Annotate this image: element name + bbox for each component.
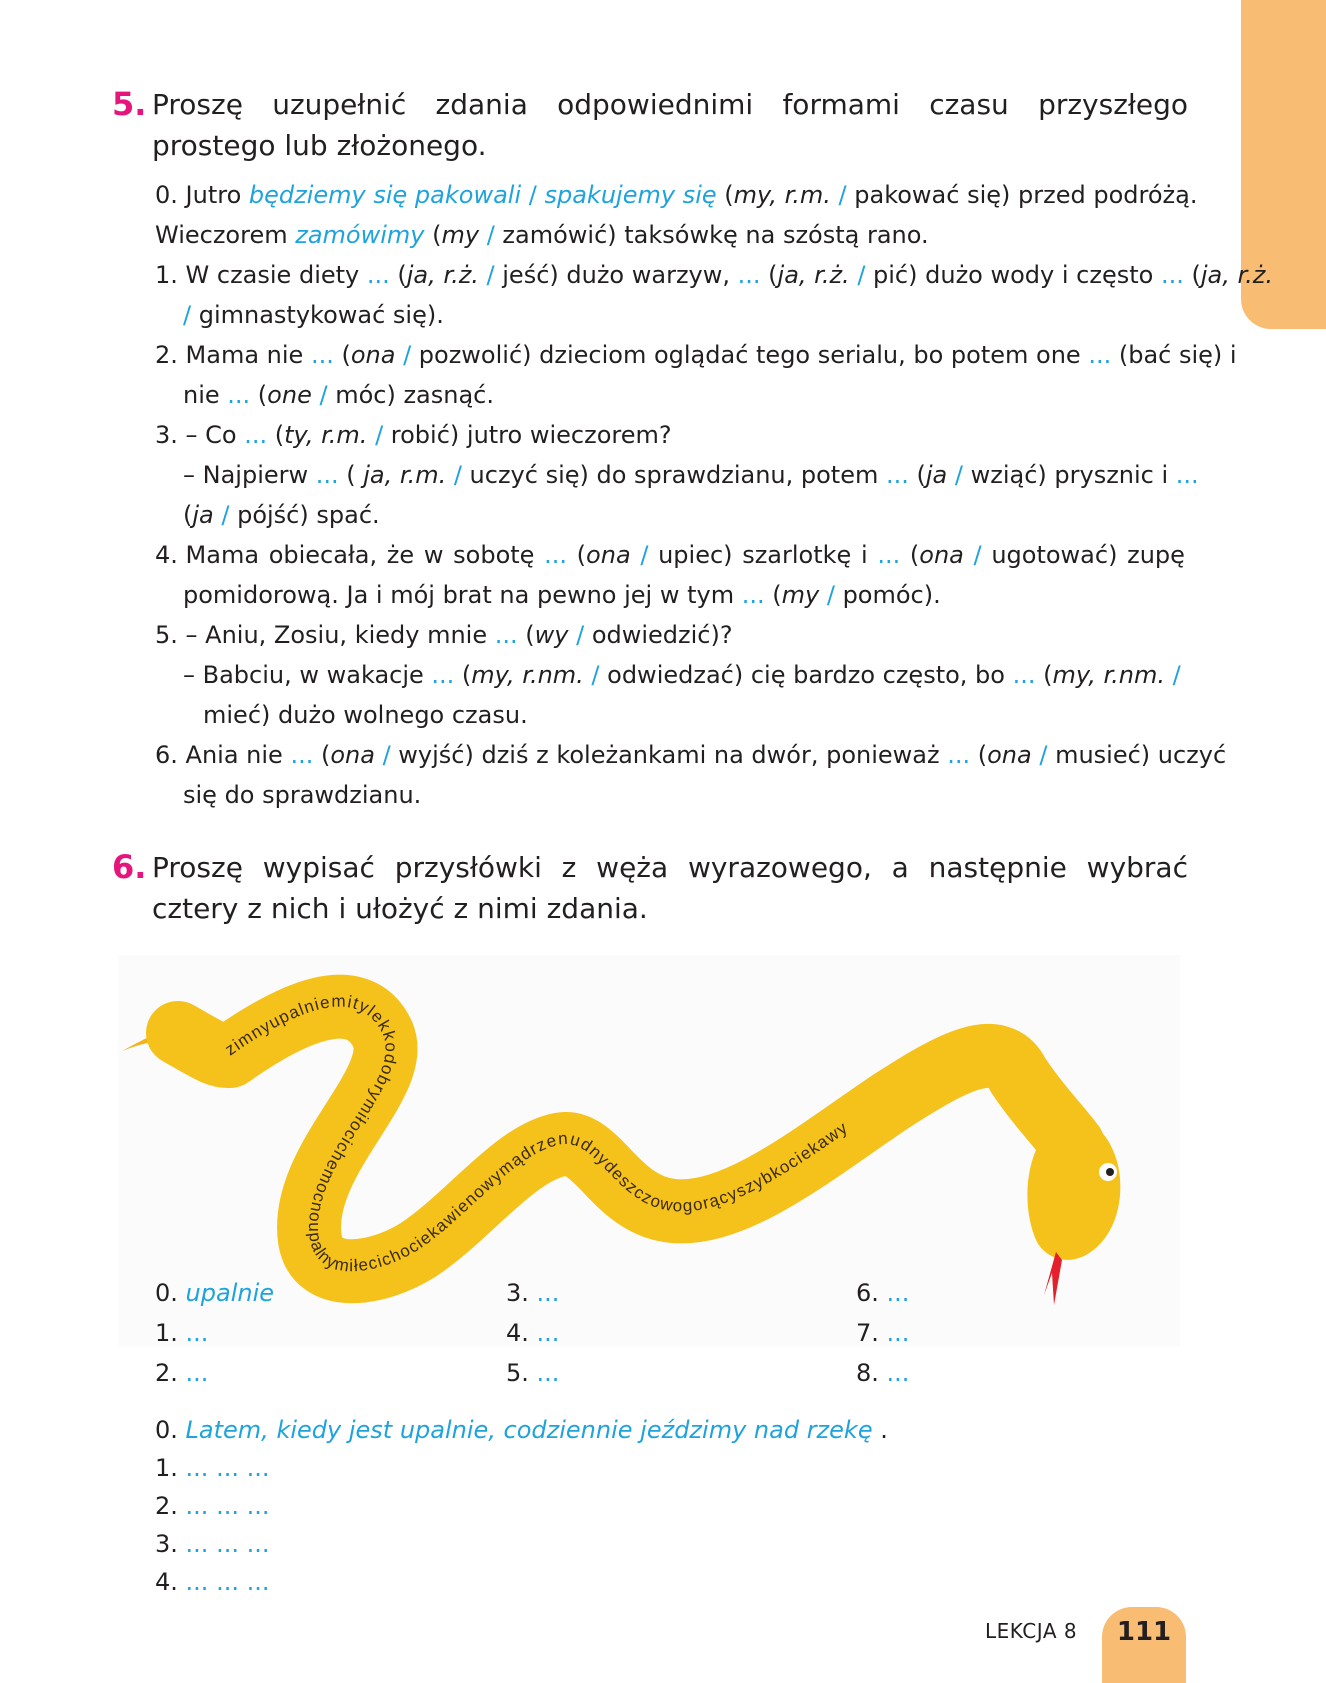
task-line: – Babciu, w wakacje ... (my, r.nm. / odwiedzać) cię bardzo często, bo ... (my, r.nm. / <box>183 661 1181 689</box>
blank: ... ... ... <box>185 1454 270 1482</box>
answer-item: 0. upalnie <box>155 1279 275 1307</box>
exercise-5-body <box>155 175 1273 815</box>
snake-word-path: zimnyupalniemitylekkodobrymiłocichemocnoupalnymiłecichociekawienowymądrzenudnydeszczowogorącyszybkociekawy <box>221 991 852 1276</box>
answer-item: 4. ... <box>506 1319 560 1347</box>
blank: ... <box>741 581 765 609</box>
page-number-badge <box>1102 1607 1186 1683</box>
blank: ... <box>1012 661 1036 689</box>
task-line: 4. Mama obiecała, że w sobotę ... (ona / upiec) szarlotkę i ... (ona / ugotować) zupę <box>155 535 1185 575</box>
answer-item: 2. ... <box>155 1359 209 1387</box>
blank: ... <box>877 541 901 569</box>
example-answer: spakujemy się <box>544 181 717 209</box>
sentence-item: 3. ... ... ... <box>155 1530 270 1558</box>
task-line: / gimnastykować się). <box>183 301 444 329</box>
blank: ... <box>536 1319 560 1347</box>
lesson-label: LEKCJA 8 <box>985 1619 1078 1643</box>
blank: ... <box>536 1359 560 1387</box>
task-line: nie ... (one / móc) zasnąć. <box>183 381 494 409</box>
blank: ... <box>310 341 334 369</box>
blank: ... ... ... <box>185 1492 270 1520</box>
blank: ... <box>290 741 314 769</box>
answer-item: 6. ... <box>856 1279 910 1307</box>
answer-column <box>155 1273 455 1393</box>
sentence-item: 2. ... ... ... <box>155 1492 270 1520</box>
task-line: 3. – Co ... (ty, r.m. / robić) jutro wieczorem? <box>155 421 672 449</box>
sentence-item: 4. ... ... ... <box>155 1568 270 1596</box>
example-answer: będziemy się pakowali <box>248 181 522 209</box>
blank: ... <box>227 381 251 409</box>
page-number: 111 <box>1116 1617 1172 1647</box>
blank: ... <box>536 1279 560 1307</box>
blank: ... <box>737 261 761 289</box>
blank: ... <box>1175 461 1199 489</box>
snake-head <box>1027 1119 1120 1260</box>
exercise-6-heading <box>112 847 1188 929</box>
blank: ... <box>947 741 971 769</box>
blank: ... <box>1088 341 1112 369</box>
blank: ... <box>185 1359 209 1387</box>
task-line: 6. Ania nie ... (ona / wyjść) dziś z koleżankami na dwór, ponieważ ... (ona / musieć) uczyć <box>155 741 1227 769</box>
blank: ... <box>886 1279 910 1307</box>
blank: ... <box>886 1359 910 1387</box>
task-line: 2. Mama nie ... (ona / pozwolić) dzieciom oglądać tego serialu, bo potem one ... (bać się) i <box>155 341 1237 369</box>
blank: ... <box>366 261 390 289</box>
exercise-instruction: Proszę uzupełnić zdania odpowiednimi formami czasu przyszłego prostego lub złożonego. <box>152 88 1188 162</box>
blank: ... <box>885 461 909 489</box>
task-line: – Najpierw ... ( ja, r.m. / uczyć się) do sprawdzianu, potem ... (ja / wziąć) prysznic i ... <box>183 461 1199 489</box>
exercise-5-heading <box>112 84 1188 166</box>
example-line: Wieczorem zamówimy (my / zamówić) taksówkę na szóstą rano. <box>155 221 929 249</box>
sentence-item: 0. Latem, kiedy jest upalnie, codziennie jeździmy nad rzekę . <box>155 1416 888 1444</box>
example-answer: Latem, kiedy jest upalnie, codziennie jeździmy nad rzekę <box>185 1416 873 1444</box>
blank: ... ... ... <box>185 1568 270 1596</box>
answer-item: 1. ... <box>155 1319 209 1347</box>
blank: ... <box>544 541 567 569</box>
blank: ... ... ... <box>185 1530 270 1558</box>
blank: ... <box>185 1319 209 1347</box>
example-line: 0. Jutro będziemy się pakowali / spakujemy się (my, r.m. / pakować się) przed podróżą. <box>155 181 1198 209</box>
snake-pupil <box>1106 1168 1114 1176</box>
sentence-item: 1. ... ... ... <box>155 1454 270 1482</box>
answer-item: 8. ... <box>856 1359 910 1387</box>
sentence-list <box>155 1411 888 1601</box>
example-answer: zamówimy <box>295 221 425 249</box>
task-line: się do sprawdzianu. <box>183 781 422 809</box>
blank: ... <box>315 461 339 489</box>
exercise-number: 6. <box>112 848 147 886</box>
task-line: pomidorową. Ja i mój brat na pewno jej w tym ... (my / pomóc). <box>183 581 941 609</box>
example-answer: upalnie <box>185 1279 275 1307</box>
exercise-number: 5. <box>112 85 147 123</box>
blank: ... <box>244 421 268 449</box>
exercise-instruction: Proszę wypisać przysłówki z węża wyrazowego, a następnie wybrać cztery z nich i ułożyć z nimi zdania. <box>152 851 1188 925</box>
blank: ... <box>1160 261 1184 289</box>
task-line: 1. W czasie diety ... (ja, r.ż. / jeść) dużo warzyw, ... (ja, r.ż. / pić) dużo wody i często ... (ja, r.ż. <box>155 261 1273 289</box>
answer-item: 5. ... <box>506 1359 560 1387</box>
blank: ... <box>431 661 455 689</box>
task-line: (ja / pójść) spać. <box>183 501 380 529</box>
answer-column <box>856 1273 1156 1393</box>
task-line: 5. – Aniu, Zosiu, kiedy mnie ... (wy / odwiedzić)? <box>155 621 733 649</box>
blank: ... <box>494 621 518 649</box>
task-line: mieć) dużo wolnego czasu. <box>203 701 528 729</box>
blank: ... <box>886 1319 910 1347</box>
answer-item: 7. ... <box>856 1319 910 1347</box>
answer-item: 3. ... <box>506 1279 560 1307</box>
answer-column <box>506 1273 806 1393</box>
